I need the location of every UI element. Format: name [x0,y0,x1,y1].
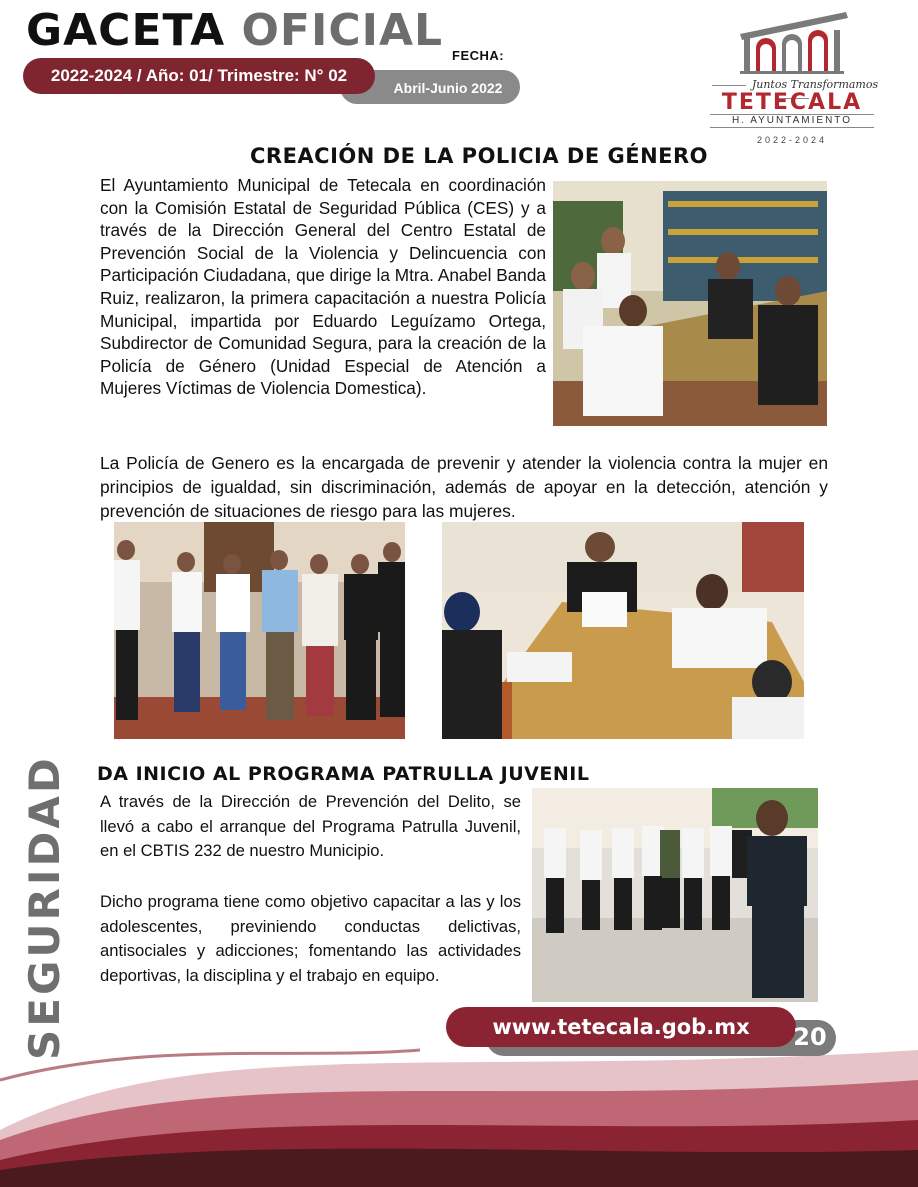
masthead-title [26,6,443,56]
date-value: Abril-Junio 2022 [393,80,503,96]
section-label-seguridad: SEGURIDAD [20,755,69,1060]
photo-group-officials [114,522,405,739]
article1-paragraph2: La Policía de Genero es la encargada de prevenir y atender la violencia contra la mujer en principios de igualdad, sin discriminación, además de apoyar en la detección, atención y prevención de situaciones de riesgo para las mujeres. [100,453,828,522]
issue-badge: 2022-2024 / Año: 01/ Trimestre: N° 02 [23,58,375,94]
logo-name: TETECALA [721,90,863,115]
tetecala-logo [686,8,898,148]
article2-paragraph2: Dicho programa tiene como objetivo capacitar a las y los adolescentes, previniendo conductas delictivas, antisociales y adicciones; fomentando las actividades deportivas, la disciplina y el trabajo en equipo. [100,892,521,985]
logo-tagline: Juntos Transformamos [686,78,898,104]
photo-training-table [442,522,804,739]
masthead-title-part2: OFICIAL [241,5,444,56]
arches-logo-icon [686,8,898,78]
page-number: 20 [793,1023,827,1051]
article-title-policia-genero: CREACIÓN DE LA POLICIA DE GÉNERO [250,144,709,168]
photo-training-library [553,181,827,426]
date-label: FECHA: [452,48,505,63]
article2-paragraph1: A través de la Dirección de Prevención del Delito, se llevó a cabo el arranque del Programa Patrulla Juvenil, en el CBTIS 232 de nuestro Municipio. [100,792,521,861]
photo-patrulla-juvenil [532,788,818,1002]
logo-years: 2022-2024 [756,135,828,145]
article1-paragraph1: El Ayuntamiento Municipal de Tetecala en coordinación con la Comisión Estatal de Seguridad Pública (CES) y a través de la Dirección General del Centro Estatal de Prevención Social de la Violencia y Delincuencia con Participación Ciudadana, que dirige la Mtra. Anabel Banda Ruiz, realizaron, la primera capacitación a nuestra Policía Municipal, impartida por Eduardo Leguízamo Ortega, Subdirector de Comunidad Segura, para la creación de la Policía de Género (Unidad Especial de Atención a Mujeres Víctimas de Violencia Domestica). [100,175,546,399]
logo-subtitle: H. AYUNTAMIENTO [710,114,874,128]
article-title-patrulla-juvenil: DA INICIO AL PROGRAMA PATRULLA JUVENIL [97,763,590,785]
website-link[interactable]: www.tetecala.gob.mx [446,1007,796,1047]
masthead-title-part1: GACETA [26,5,226,56]
